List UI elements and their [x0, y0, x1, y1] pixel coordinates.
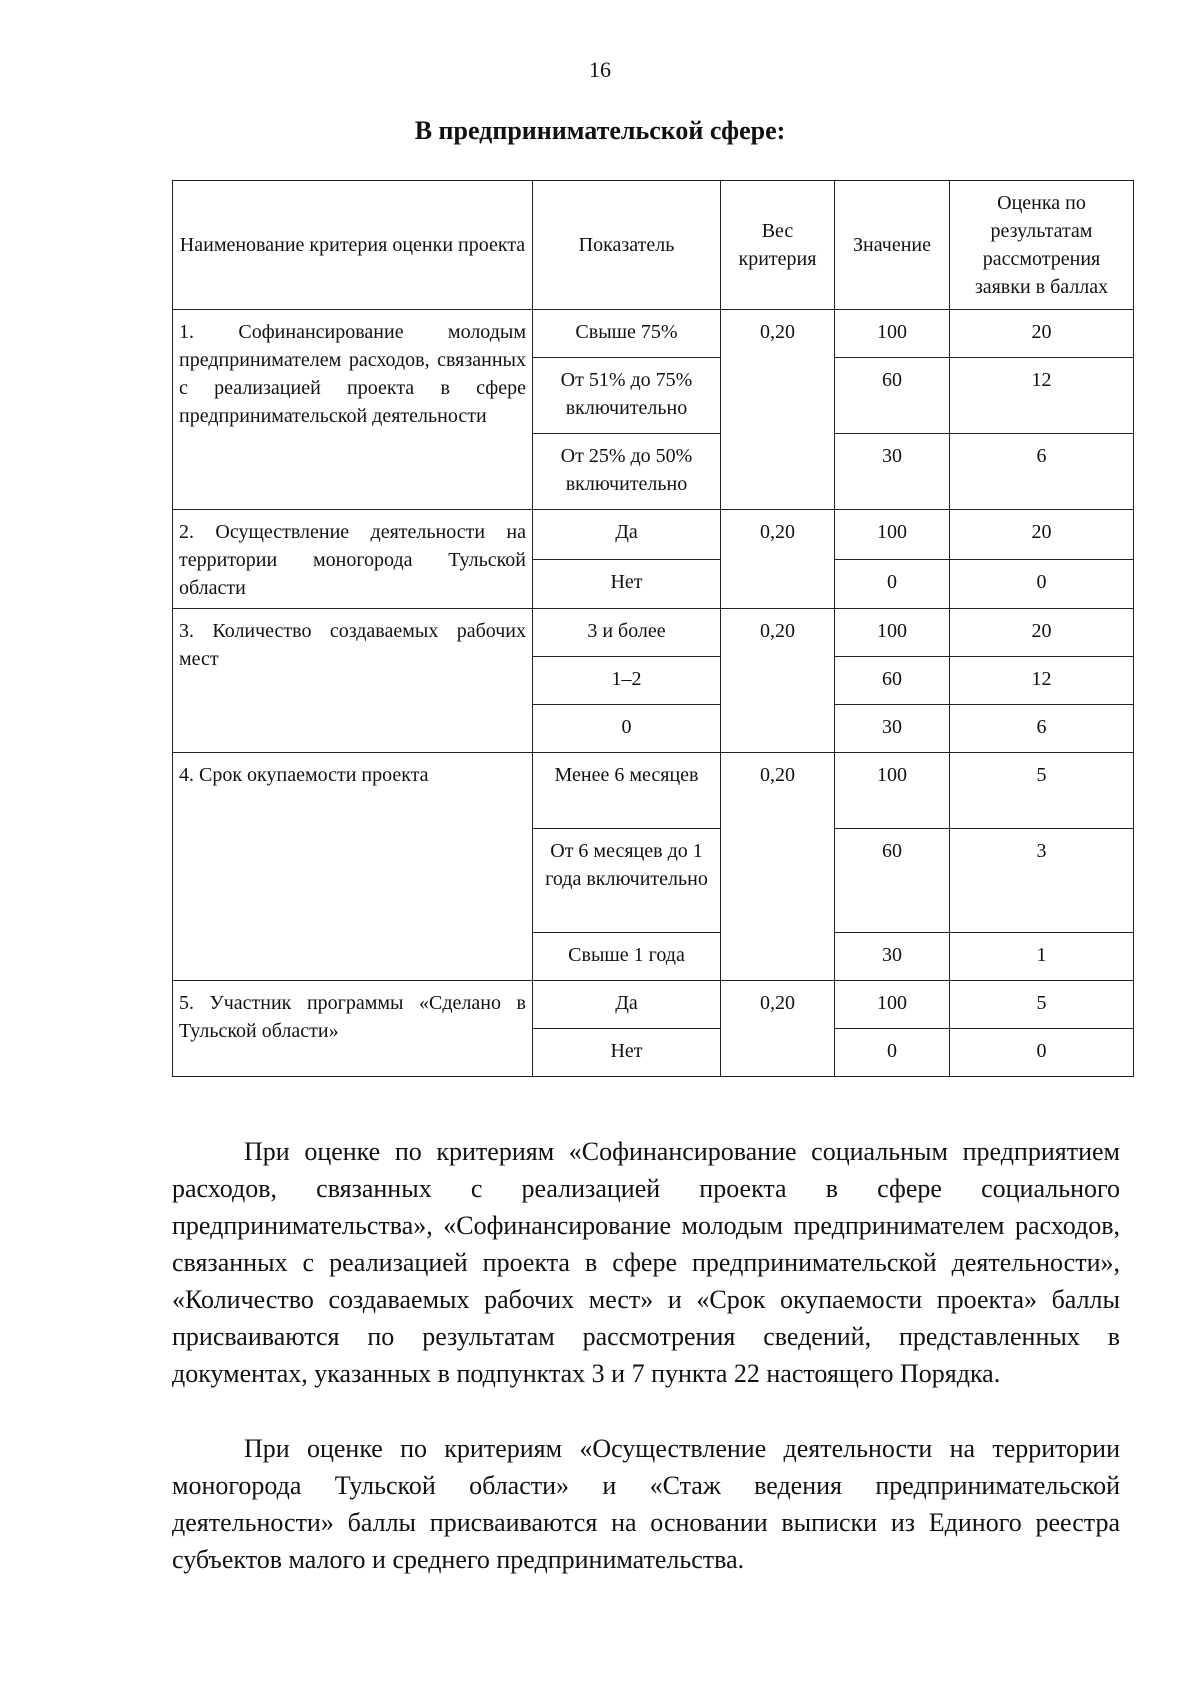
weight-cell: 0,20 — [721, 609, 835, 753]
score-cell: 20 — [950, 609, 1134, 657]
indicator-cell: 1–2 — [533, 657, 721, 705]
value-cell: 100 — [835, 310, 950, 358]
indicator-cell: Да — [533, 981, 721, 1029]
value-cell: 30 — [835, 933, 950, 981]
table-row — [173, 310, 1134, 358]
header-value: Значение — [835, 181, 950, 310]
header-indicator: Показатель — [533, 181, 721, 310]
criteria-table — [172, 180, 1134, 1077]
indicator-cell: Свыше 75% — [533, 310, 721, 358]
score-cell: 6 — [950, 705, 1134, 753]
indicator-cell: 3 и более — [533, 609, 721, 657]
header-score: Оценка по результатам рассмотрения заявки в баллах — [950, 181, 1134, 310]
criterion-cell: 1. Софинансирование молодым предпринимателем расходов, связанных с реализацией проекта в сфере предпринимательской деятельности — [173, 310, 533, 510]
weight-cell: 0,20 — [721, 510, 835, 609]
score-cell: 1 — [950, 933, 1134, 981]
criterion-cell: 5. Участник программы «Сделано в Тульской области» — [173, 981, 533, 1077]
criterion-cell: 2. Осуществление деятельности на территории моногорода Тульской области — [173, 510, 533, 609]
score-cell: 3 — [950, 829, 1134, 933]
table-row — [173, 609, 1134, 657]
value-cell: 100 — [835, 981, 950, 1029]
indicator-cell: Менее 6 месяцев — [533, 753, 721, 829]
value-cell: 0 — [835, 559, 950, 609]
value-cell: 30 — [835, 705, 950, 753]
weight-cell: 0,20 — [721, 310, 835, 510]
value-cell: 60 — [835, 657, 950, 705]
score-cell: 12 — [950, 657, 1134, 705]
value-cell: 100 — [835, 753, 950, 829]
table-header-row — [173, 181, 1134, 310]
score-cell: 6 — [950, 434, 1134, 510]
score-cell: 20 — [950, 310, 1134, 358]
indicator-cell: Нет — [533, 559, 721, 609]
indicator-cell: Свыше 1 года — [533, 933, 721, 981]
criterion-cell: 3. Количество создаваемых рабочих мест — [173, 609, 533, 753]
value-cell: 30 — [835, 434, 950, 510]
table-row — [173, 510, 1134, 560]
value-cell: 100 — [835, 609, 950, 657]
score-cell: 5 — [950, 981, 1134, 1029]
indicator-cell: От 25% до 50% включительно — [533, 434, 721, 510]
indicator-cell: Нет — [533, 1029, 721, 1077]
page-number: 16 — [589, 57, 611, 82]
value-cell: 60 — [835, 358, 950, 434]
indicator-cell: От 51% до 75% включительно — [533, 358, 721, 434]
indicator-cell: 0 — [533, 705, 721, 753]
weight-cell: 0,20 — [721, 753, 835, 981]
body-paragraph: При оценке по критериям «Софинансирование социальным предприятием расходов, связанных с реализацией проекта в сфере социального предпринимательства», «Софинансирование молодым предпринимателем расходов, связанных с реализацией проекта в сфере предпринимательской деятельности», «Количество создаваемых рабочих мест» и «Срок окупаемости проекта» баллы присваиваются по результатам рассмотрения сведений, представленных в документах, указанных в подпунктах 3 и 7 пункта 22 настоящего Порядка. — [172, 1137, 1120, 1388]
score-cell: 5 — [950, 753, 1134, 829]
indicator-cell: От 6 месяцев до 1 года включительно — [533, 829, 721, 933]
table-row — [173, 753, 1134, 829]
section-title: В предпринимательской сфере: — [414, 116, 786, 145]
body-paragraph: При оценке по критериям «Осуществление деятельности на территории моногорода Тульской области» и «Стаж ведения предпринимательской деятельности» баллы присваиваются на основании выписки из Единого реестра субъектов малого и среднего предпринимательства. — [172, 1434, 1120, 1574]
weight-cell: 0,20 — [721, 981, 835, 1077]
score-cell: 20 — [950, 510, 1134, 560]
value-cell: 60 — [835, 829, 950, 933]
score-cell: 0 — [950, 1029, 1134, 1077]
header-criterion: Наименование критерия оценки проекта — [173, 181, 533, 310]
table-row — [173, 981, 1134, 1029]
criterion-cell: 4. Срок окупаемости проекта — [173, 753, 533, 981]
score-cell: 0 — [950, 559, 1134, 609]
score-cell: 12 — [950, 358, 1134, 434]
indicator-cell: Да — [533, 510, 721, 560]
value-cell: 0 — [835, 1029, 950, 1077]
value-cell: 100 — [835, 510, 950, 560]
header-weight: Вес критерия — [721, 181, 835, 310]
